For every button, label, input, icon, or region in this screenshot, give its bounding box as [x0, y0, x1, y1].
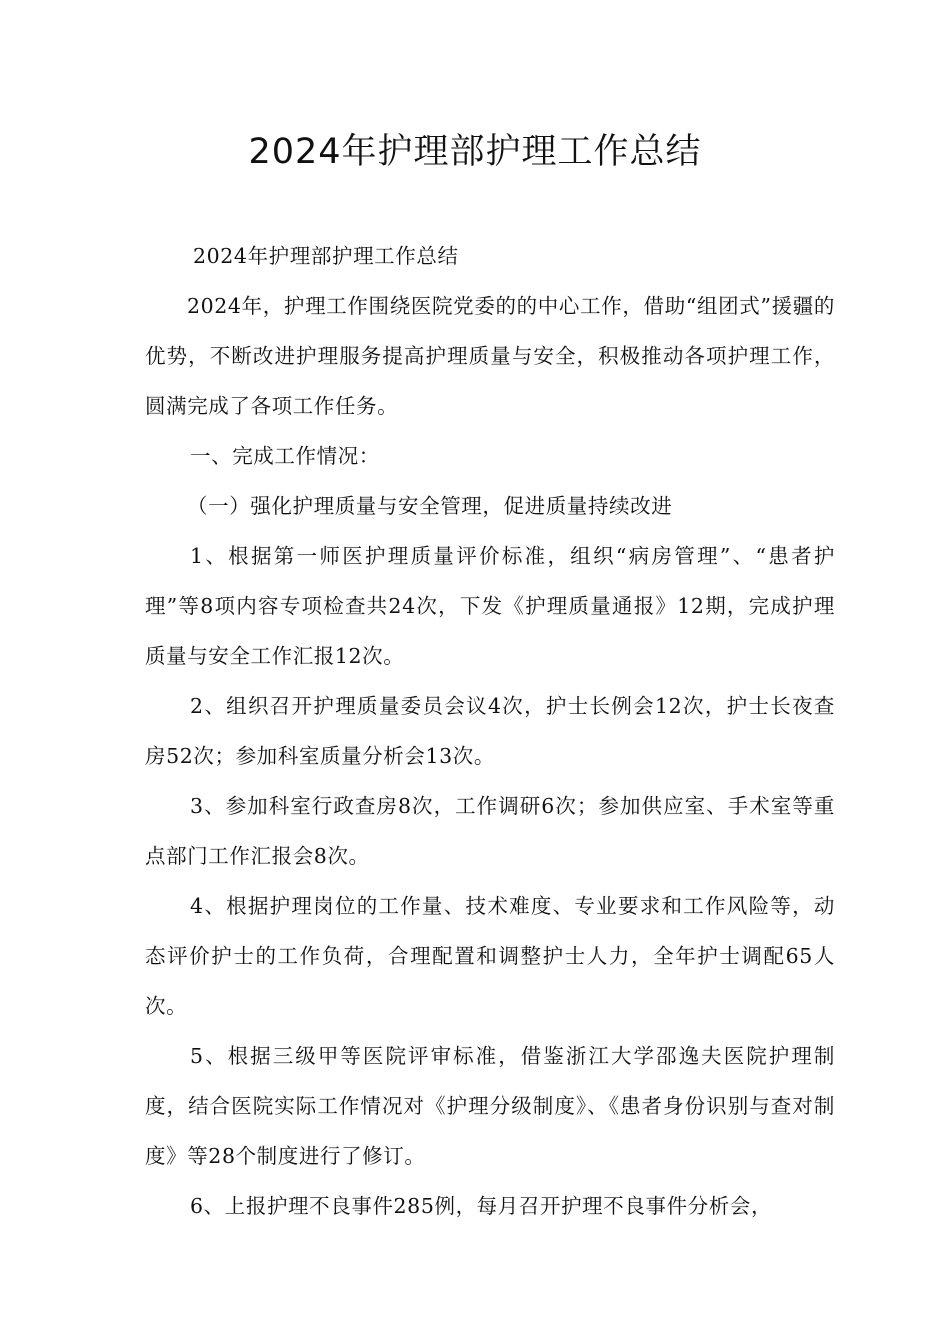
list-item: 6、上报护理不良事件285例，每月召开护理不良事件分析会， [190, 1194, 773, 1218]
list-item: 1、根据第一师医护理质量评价标准，组织“病房管理”、“患者护理”等8项内容专项检查共24次，下发《护理质量通报》12期，完成护理质量与安全工作汇报12次。 [145, 544, 835, 668]
document-title: 2024年护理部护理工作总结 [248, 132, 702, 172]
paragraph-intro: 2024年，护理工作围绕医院党委的的中心工作，借助“组团式”援疆的优势，不断改进护理服务提高护理质量与安全，积极推动各项护理工作，圆满完成了各项工作任务。 [145, 294, 835, 418]
section-heading: 一、完成工作情况： [190, 444, 380, 468]
list-item: 3、参加科室行政查房8次，工作调研6次；参加供应室、手术室等重点部门工作汇报会8次。 [145, 794, 835, 868]
subsection-heading: （一）强化护理质量与安全管理，促进质量持续改进 [187, 494, 673, 518]
paragraph-subtitle: 2024年护理部护理工作总结 [193, 244, 459, 268]
list-item: 2、组织召开护理质量委员会议4次，护士长例会12次，护士长夜查房52次；参加科室质量分析会13次。 [145, 694, 835, 768]
list-item: 5、根据三级甲等医院评审标准，借鉴浙江大学邵逸夫医院护理制度，结合医院实际工作情况对《护理分级制度》、《患者身份识别与查对制度》等28个制度进行了修订。 [145, 1044, 835, 1168]
list-item: 4、根据护理岗位的工作量、技术难度、专业要求和工作风险等，动态评价护士的工作负荷，合理配置和调整护士人力，全年护士调配65人次。 [145, 894, 835, 1018]
document-body [145, 231, 835, 1231]
